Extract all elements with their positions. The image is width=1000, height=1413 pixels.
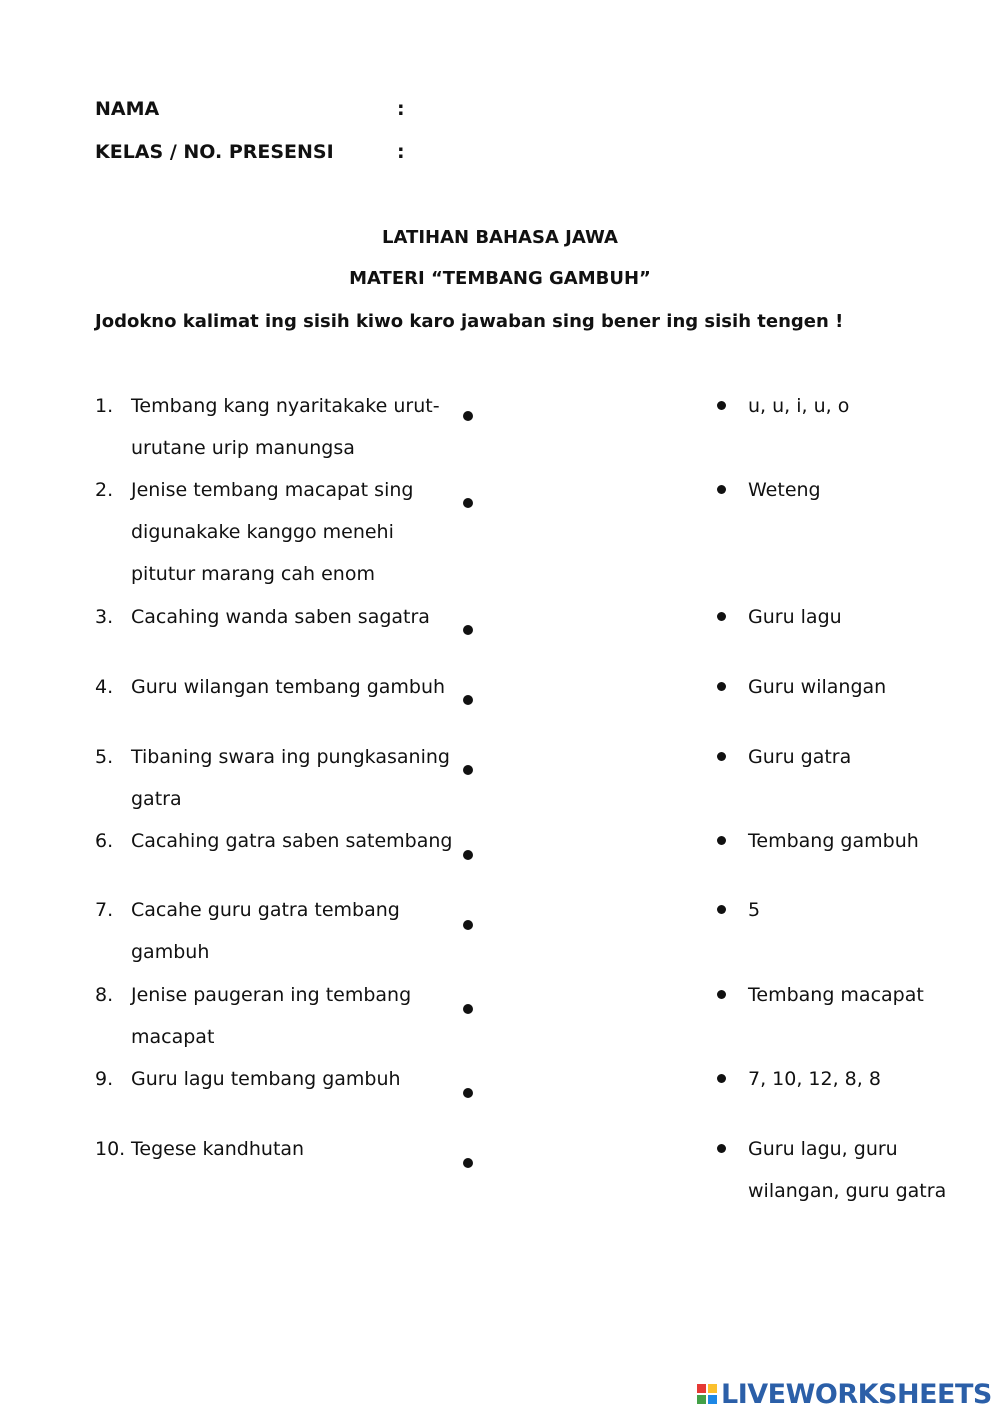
question-text: Tegese kandhutan <box>131 1138 305 1160</box>
match-dot-left-1[interactable] <box>463 411 473 421</box>
question-number: 6. <box>95 830 114 852</box>
question-text: Cacahing gatra saben satembang <box>131 830 453 852</box>
liveworksheets-logo <box>697 1378 992 1410</box>
question-number: 7. <box>95 899 114 921</box>
question-number: 2. <box>95 479 114 501</box>
answer-text: 5 <box>748 899 761 921</box>
match-dot-left-4[interactable] <box>463 695 473 705</box>
class-label: KELAS / NO. PRESENSI <box>95 141 334 163</box>
logo-square <box>697 1384 706 1393</box>
question-text: Cacahe guru gatra tembang gambuh <box>131 899 400 963</box>
answer-text: 7, 10, 12, 8, 8 <box>748 1068 881 1090</box>
title-line2: MATERI “TEMBANG GAMBUH” <box>349 268 651 289</box>
match-dot-left-9[interactable] <box>463 1088 473 1098</box>
question-text: Tembang kang nyaritakake urut-urutane urip manungsa <box>131 395 440 459</box>
match-dot-left-7[interactable] <box>463 920 473 930</box>
title-line1: LATIHAN BAHASA JAWA <box>382 227 618 248</box>
question-number: 3. <box>95 606 114 628</box>
logo-text: LIVEWORKSHEETS <box>721 1378 992 1410</box>
answer-text: Tembang macapat <box>748 984 924 1006</box>
name-label: NAMA <box>95 98 160 120</box>
match-dot-right[interactable] <box>717 1144 726 1153</box>
match-dot-left-2[interactable] <box>463 498 473 508</box>
match-dot-right[interactable] <box>717 905 726 914</box>
answer-text: Guru lagu, guru wilangan, guru gatra <box>748 1138 947 1202</box>
answer-text: u, u, i, u, o <box>748 395 850 417</box>
answer-text: Weteng <box>748 479 821 501</box>
question-text: Tibaning swara ing pungkasaning gatra <box>131 746 450 810</box>
answer-text: Guru lagu <box>748 606 842 628</box>
class-colon: : <box>397 141 405 163</box>
question-text: Guru lagu tembang gambuh <box>131 1068 401 1090</box>
match-dot-left-3[interactable] <box>463 625 473 635</box>
match-dot-right[interactable] <box>717 401 726 410</box>
question-number: 10. <box>95 1138 126 1160</box>
answer-text: Guru gatra <box>748 746 852 768</box>
answer-text: Tembang gambuh <box>748 830 919 852</box>
question-number: 5. <box>95 746 114 768</box>
answer-text: Guru wilangan <box>748 676 887 698</box>
instruction: Jodokno kalimat ing sisih kiwo karo jawaban sing bener ing sisih tengen ! <box>95 311 844 332</box>
match-dot-right[interactable] <box>717 990 726 999</box>
match-dot-right[interactable] <box>717 1074 726 1083</box>
logo-square <box>697 1395 706 1404</box>
logo-mark-icon <box>697 1384 717 1404</box>
question-number: 1. <box>95 395 114 417</box>
question-number: 4. <box>95 676 114 698</box>
match-dot-left-8[interactable] <box>463 1004 473 1014</box>
logo-square <box>708 1395 717 1404</box>
match-dot-left-6[interactable] <box>463 850 473 860</box>
name-colon: : <box>397 98 405 120</box>
match-dot-right[interactable] <box>717 682 726 691</box>
match-dot-left-10[interactable] <box>463 1158 473 1168</box>
question-text: Cacahing wanda saben sagatra <box>131 606 430 628</box>
match-dot-right[interactable] <box>717 485 726 494</box>
match-dot-left-5[interactable] <box>463 765 473 775</box>
question-number: 8. <box>95 984 114 1006</box>
question-number: 9. <box>95 1068 114 1090</box>
question-text: Guru wilangan tembang gambuh <box>131 676 446 698</box>
question-text: Jenise tembang macapat sing digunakake kanggo menehi pitutur marang cah enom <box>131 479 414 585</box>
logo-square <box>708 1384 717 1393</box>
match-dot-right[interactable] <box>717 836 726 845</box>
match-dot-right[interactable] <box>717 752 726 761</box>
match-dot-right[interactable] <box>717 612 726 621</box>
question-text: Jenise paugeran ing tembang macapat <box>131 984 412 1048</box>
